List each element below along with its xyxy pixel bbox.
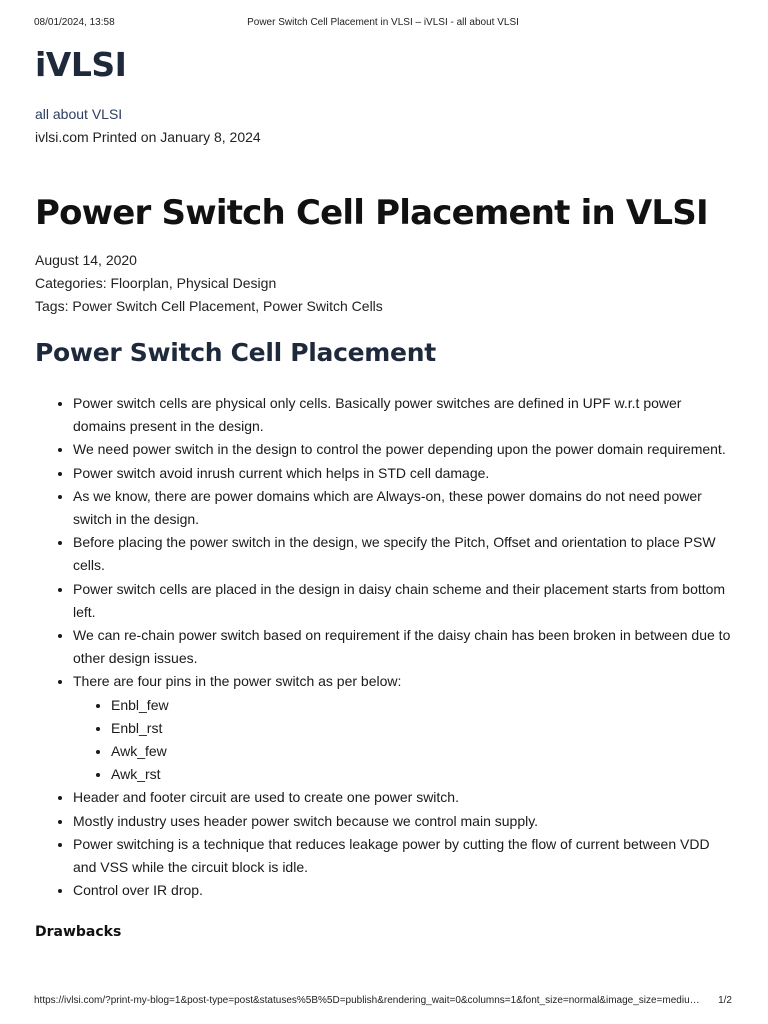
list-item: • We can re-chain power switch based on requirement if the daisy chain has been broken in between due to other design issues.	[73, 624, 735, 670]
list-item-text: There are four pins in the power switch as per below:	[73, 673, 402, 690]
pin-list	[73, 694, 735, 787]
list-item: • Power switch cells are physical only cells. Basically power switches are defined in UPF w.r.t power domains present in the design.	[73, 392, 735, 438]
print-footer	[34, 995, 732, 1009]
list-item: • Power switch cells are placed in the design in daisy chain scheme and their placement starts from bottom left.	[73, 578, 735, 624]
post-title: Power Switch Cell Placement in VLSI	[35, 193, 708, 233]
print-header	[34, 17, 732, 31]
list-item: • Header and footer circuit are used to create one power switch.	[73, 786, 735, 809]
section-title: Power Switch Cell Placement	[35, 338, 436, 367]
print-url: https://ivlsi.com/?print-my-blog=1&post-type=post&statuses%5B%5D=publish&rendering_wait=0&columns=1&font_size=normal&image_size=mediu…	[34, 995, 700, 1006]
list-item: • Power switch avoid inrush current which helps in STD cell damage.	[73, 462, 735, 485]
page-number: 1/2	[718, 995, 732, 1006]
post-categories: Categories: Floorplan, Physical Design	[35, 275, 277, 291]
site-tagline: all about VLSI	[35, 106, 123, 122]
bullet-list	[35, 392, 735, 902]
list-item	[73, 670, 735, 786]
print-date: 08/01/2024, 13:58	[34, 17, 115, 28]
list-item: • Power switching is a technique that reduces leakage power by cutting the flow of current between VDD and VSS while the circuit block is idle.	[73, 833, 735, 879]
drawbacks-heading: Drawbacks	[35, 924, 122, 941]
post-meta	[35, 249, 735, 318]
pin-item: • Awk_few	[111, 740, 735, 763]
pin-item: • Enbl_few	[111, 694, 735, 717]
post-date: August 14, 2020	[35, 252, 137, 268]
article	[35, 40, 735, 942]
list-item: • As we know, there are power domains which are Always-on, these power domains do not need power switch in the design.	[73, 485, 735, 531]
list-item: • Before placing the power switch in the design, we specify the Pitch, Offset and orientation to place PSW cells.	[73, 531, 735, 577]
site-title[interactable]: iVLSI	[35, 45, 127, 84]
post-tags: Tags: Power Switch Cell Placement, Power Switch Cells	[35, 298, 383, 314]
print-page-title: Power Switch Cell Placement in VLSI – iVLSI - all about VLSI	[247, 17, 519, 28]
pin-item: • Awk_rst	[111, 763, 735, 786]
list-item: • Control over IR drop.	[73, 879, 735, 902]
printed-on-text: ivlsi.com Printed on January 8, 2024	[35, 129, 261, 145]
list-item: • We need power switch in the design to control the power depending upon the power domain requirement.	[73, 438, 735, 461]
pin-item: • Enbl_rst	[111, 717, 735, 740]
list-item: • Mostly industry uses header power switch because we control main supply.	[73, 810, 735, 833]
